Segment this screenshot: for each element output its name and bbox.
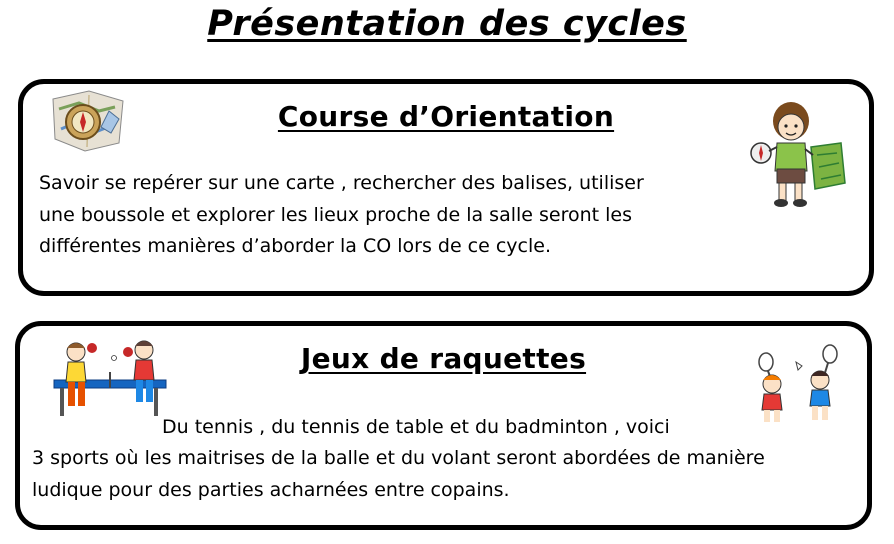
- description-line: 3 sports où les maitrises de la balle et du volant seront abordées de manière: [32, 447, 765, 469]
- badminton-players-icon: [746, 342, 850, 428]
- description-line: différentes manières d’aborder la CO lors de ce cycle.: [39, 235, 551, 257]
- description-line: une boussole et explorer les lieux proche de la salle seront les: [39, 203, 633, 226]
- table-tennis-players-icon: [50, 334, 170, 422]
- cycle-card-raquettes: [15, 321, 872, 530]
- page-title: Présentation des cycles: [207, 4, 687, 44]
- map-compass-icon: [49, 89, 127, 153]
- child-with-map-icon: [747, 99, 847, 211]
- cycle-card-orientation: [18, 79, 874, 296]
- description-line: Savoir se repérer sur une carte , rechercher des balises, utiliser: [39, 172, 644, 194]
- cycle-description-orientation: [39, 168, 644, 263]
- description-line: Du tennis , du tennis de table et du badminton , voici: [162, 416, 670, 438]
- description-line: ludique pour des parties acharnées entre copains.: [32, 478, 510, 501]
- cycle-description-raquettes: [32, 443, 765, 506]
- cycle-title-orientation: Course d’Orientation: [277, 100, 615, 133]
- cycle-title-raquettes: Jeux de raquettes: [300, 342, 587, 375]
